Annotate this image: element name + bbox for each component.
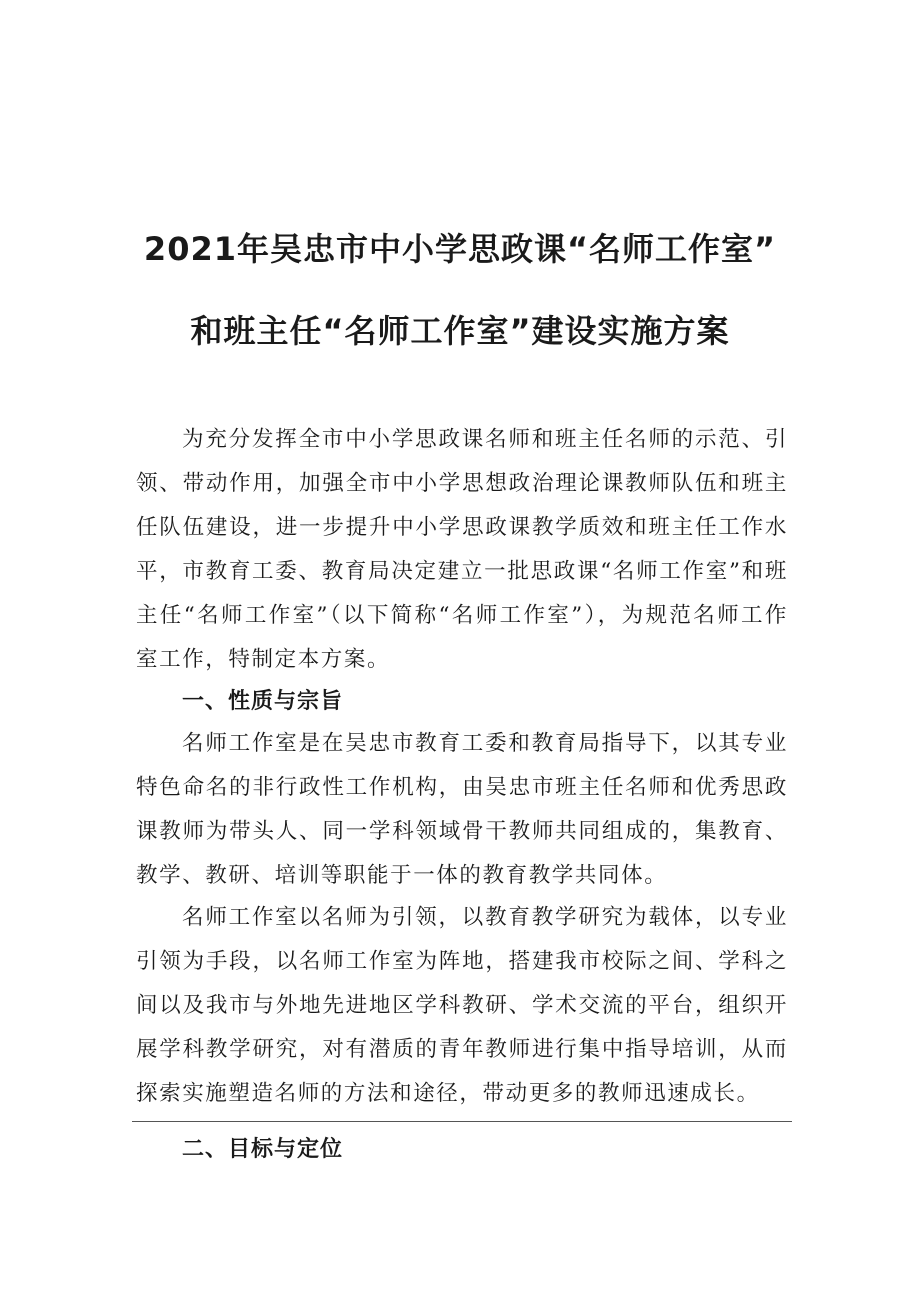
- document-title-line-2: 和班主任“名师工作室”建设实施方案: [190, 312, 730, 350]
- section-1-heading: 一、性质与宗旨: [182, 689, 344, 714]
- section-2-heading: 二、目标与定位: [182, 1137, 344, 1162]
- section-1-paragraph-2: 名师工作室以名师为引领，以教育教学研究为载体，以专业引领为手段，以名师工作室为阵地，搭建我市校际之间、学科之间以及我市与外地先进地区学科教研、学术交流的平台，组织开展学科教学研究，对有潜质的青年教师进行集中指导培训，从而探索实施塑造名师的方法和途径，带动更多的教师迅速成长。: [136, 905, 788, 1106]
- page-divider: [132, 1121, 792, 1122]
- document-title-line-1: 2021年吴忠市中小学思政课“名师工作室”: [143, 230, 777, 268]
- intro-paragraph: 为充分发挥全市中小学思政课名师和班主任名师的示范、引领、带动作用，加强全市中小学思想政治理论课教师队伍和班主任队伍建设，进一步提升中小学思政课教学质效和班主任工作水平，市教育工委、教育局决定建立一批思政课“名师工作室”和班主任“名师工作室”（以下简称“名师工作室”），为规范名师工作室工作，特制定本方案。: [136, 427, 788, 672]
- section-1-paragraph-1: 名师工作室是在吴忠市教育工委和教育局指导下，以其专业特色命名的非行政性工作机构，由吴忠市班主任名师和优秀思政课教师为带头人、同一学科领域骨干教师共同组成的，集教育、教学、教研、培训等职能于一体的教育教学共同体。: [136, 731, 788, 888]
